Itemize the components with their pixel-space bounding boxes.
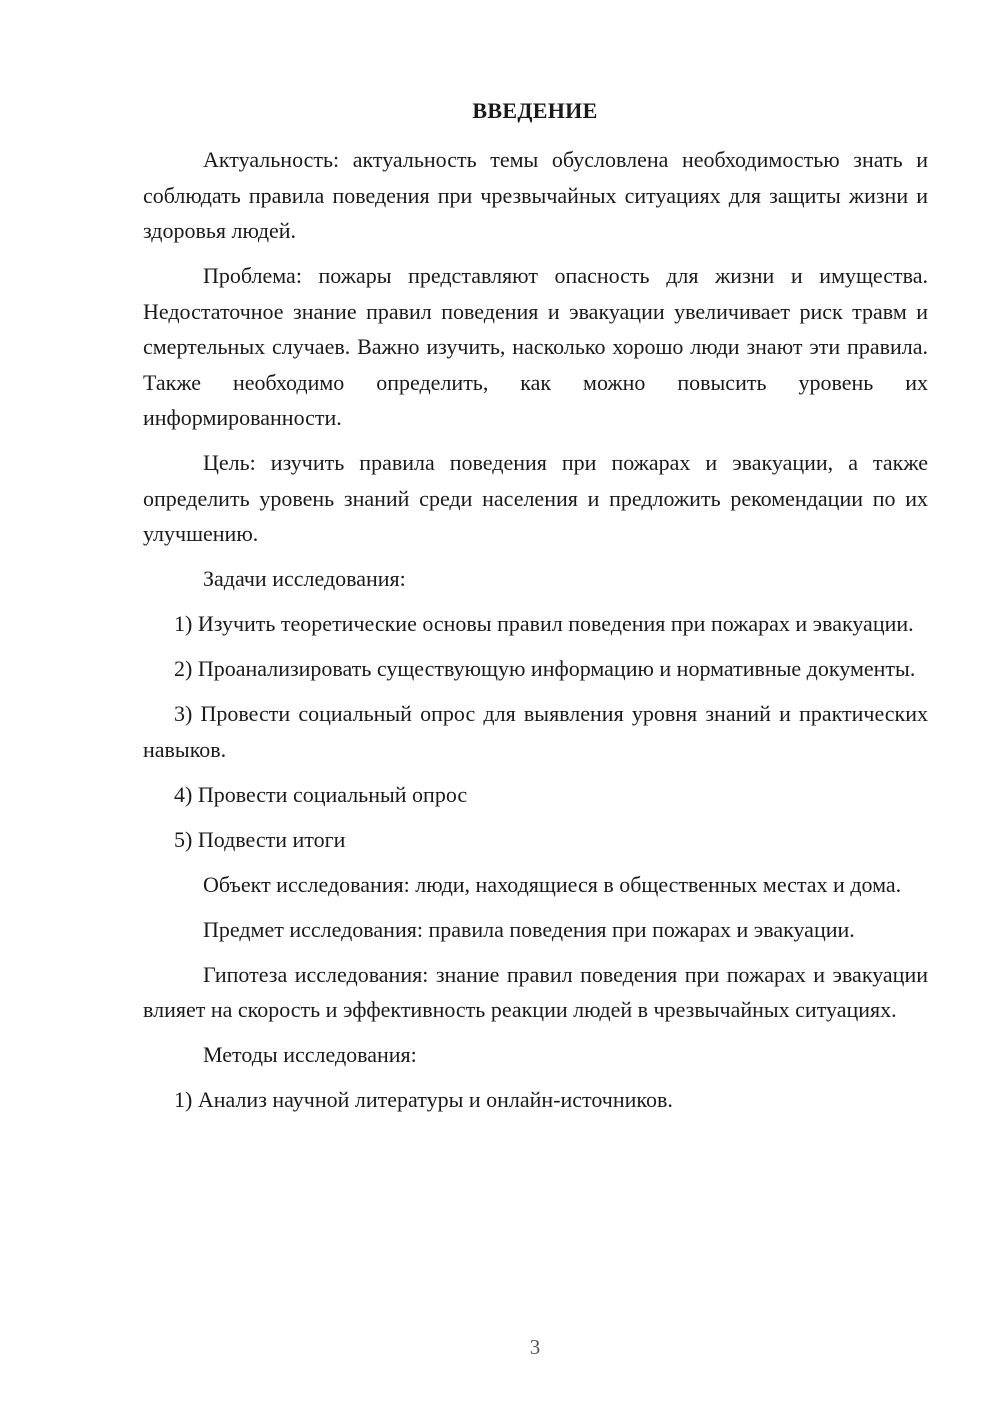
task-item-2: 2) Проанализировать существующую информацию и нормативные документы. [174, 656, 916, 681]
method-item-1: 1) Анализ научной литературы и онлайн-источников. [174, 1087, 673, 1112]
paragraph-hypothesis: Гипотеза исследования: знание правил поведения при пожарах и эвакуации влияет на скорость и эффективность реакции людей в чрезвычайных ситуациях. [143, 961, 928, 1022]
task-item-3: 3) Провести социальный опрос для выявления уровня знаний и практических навыков. [143, 701, 928, 762]
paragraph-tasks-heading: Задачи исследования: [203, 566, 406, 591]
paragraph-problem: Проблема: пожары представляют опасность для жизни и имущества. Недостаточное знание правил поведения и эвакуации увеличивает риск травм и смертельных случаев. Важно изучить, насколько хорошо люди знают эти правила. Также необходимо определить, как можно повысить уровень их информированности. [143, 263, 928, 430]
paragraph-methods-heading: Методы исследования: [203, 1042, 417, 1067]
page-number: 3 [529, 1335, 541, 1359]
section-title: ВВЕДЕНИЕ [472, 98, 598, 123]
paragraph-subject: Предмет исследования: правила поведения при пожарах и эвакуации. [203, 916, 855, 942]
task-item-1: 1) Изучить теоретические основы правил поведения при пожарах и эвакуации. [174, 611, 914, 636]
paragraph-relevance: Актуальность: актуальность темы обусловлена необходимостью знать и соблюдать правила поведения при чрезвычайных ситуациях для защиты жизни и здоровья людей. [143, 147, 928, 243]
task-item-5: 5) Подвести итоги [174, 826, 346, 852]
paragraph-object: Объект исследования: люди, находящиеся в общественных местах и дома. [203, 871, 902, 897]
document-body [143, 142, 928, 1127]
paragraph-goal: Цель: изучить правила поведения при пожарах и эвакуации, а также определить уровень знаний среди населения и предложить рекомендации по их улучшению. [143, 450, 928, 546]
task-item-4: 4) Провести социальный опрос [174, 781, 468, 807]
